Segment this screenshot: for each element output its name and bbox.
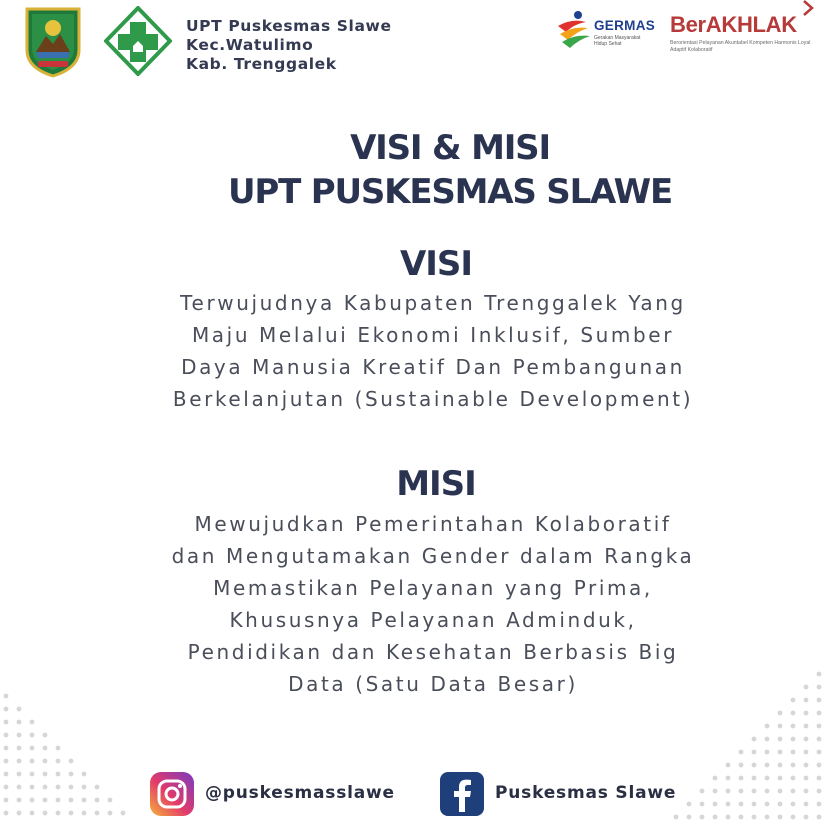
decorative-dot	[765, 724, 770, 729]
decorative-dot	[30, 785, 35, 790]
decorative-dot	[752, 789, 757, 794]
decorative-dot	[95, 798, 100, 803]
decorative-dot	[687, 815, 692, 820]
decorative-dot	[82, 811, 87, 816]
decorative-dot	[30, 798, 35, 803]
decorative-dot	[791, 698, 796, 703]
decorative-dot	[804, 711, 809, 716]
decorative-dot	[739, 776, 744, 781]
facebook-icon	[440, 772, 484, 816]
decorative-dot	[791, 802, 796, 807]
misi-line: dan Mengutamakan Gender dalam Rangka	[171, 544, 695, 568]
germas-name: GERMAS	[594, 18, 656, 33]
berakhlak-tagline: Berorientasi Pelayanan Akuntabel Kompeten Harmonis Loyal Adaptif Kolaboratif	[670, 40, 811, 53]
decorative-dot	[4, 746, 9, 751]
visi-line: Berkelanjutan (Sustainable Development)	[172, 387, 694, 411]
decorative-dot	[817, 776, 822, 781]
header	[0, 0, 828, 90]
decorative-dot	[752, 802, 757, 807]
instagram-icon	[150, 772, 194, 816]
decorative-dot	[817, 763, 822, 768]
decorative-dot	[56, 772, 61, 777]
decorative-dot	[4, 785, 9, 790]
decorative-dot	[82, 785, 87, 790]
decorative-dot	[69, 785, 74, 790]
decorative-dot	[4, 759, 9, 764]
visi-line: Terwujudnya Kabupaten Trenggalek Yang	[180, 291, 686, 315]
decorative-dot	[17, 811, 22, 816]
decorative-dot	[765, 802, 770, 807]
decorative-dot	[739, 763, 744, 768]
decorative-dot	[778, 789, 783, 794]
misi-line: Memastikan Pelayanan yang Prima,	[213, 576, 653, 600]
decorative-dot	[17, 707, 22, 712]
decorative-dot	[674, 815, 679, 820]
decorative-dot	[778, 737, 783, 742]
decorative-dot	[121, 811, 126, 816]
decorative-dot	[30, 746, 35, 751]
decorative-dot	[752, 763, 757, 768]
decorative-dot	[817, 750, 822, 755]
decorative-dot	[791, 815, 796, 820]
decorative-dot	[17, 798, 22, 803]
decorative-dot	[765, 789, 770, 794]
decorative-dot	[791, 711, 796, 716]
decorative-dot	[30, 759, 35, 764]
decorative-dot	[713, 776, 718, 781]
decorative-dot	[791, 789, 796, 794]
facebook-handle: Puskesmas Slawe	[495, 783, 677, 803]
decorative-dot	[30, 733, 35, 738]
decorative-dot	[43, 798, 48, 803]
germas-logo	[552, 8, 656, 50]
decorative-dot	[17, 785, 22, 790]
decorative-dot	[817, 724, 822, 729]
decorative-dot	[739, 789, 744, 794]
berakhlak-name: BerAKHLAK	[670, 12, 797, 37]
decorative-dot	[4, 772, 9, 777]
org-regency-line: Kab. Trenggalek	[186, 55, 337, 73]
decorative-dot	[43, 811, 48, 816]
decorative-dot	[765, 815, 770, 820]
org-name-line: UPT Puskesmas Slawe	[186, 17, 392, 35]
decorative-dot	[726, 802, 731, 807]
decorative-dot	[108, 811, 113, 816]
decorative-dot	[752, 750, 757, 755]
misi-line: Mewujudkan Pemerintahan Kolaboratif	[194, 512, 672, 536]
decorative-dot	[791, 750, 796, 755]
decorative-dot	[69, 759, 74, 764]
decorative-dot	[30, 811, 35, 816]
decorative-dot	[778, 724, 783, 729]
decorative-dot	[726, 789, 731, 794]
berakhlak-logo	[668, 6, 818, 54]
decorative-dot	[778, 711, 783, 716]
decorative-dot	[56, 798, 61, 803]
decorative-dot	[17, 746, 22, 751]
decorative-dot	[804, 698, 809, 703]
decorative-dot	[817, 698, 822, 703]
misi-heading: MISI	[396, 464, 476, 504]
decorative-dot	[108, 798, 113, 803]
decorative-dot	[30, 720, 35, 725]
decorative-dot	[95, 811, 100, 816]
decorative-dot	[726, 776, 731, 781]
decorative-dot	[817, 815, 822, 820]
decorative-dots-right	[670, 668, 828, 826]
decorative-dot	[817, 672, 822, 677]
berakhlak-chevron-icon	[801, 0, 815, 16]
decorative-dot	[56, 746, 61, 751]
decorative-dot	[804, 685, 809, 690]
decorative-dot	[726, 763, 731, 768]
decorative-dot	[56, 759, 61, 764]
misi-line: Khususnya Pelayanan Adminduk,	[229, 608, 637, 632]
decorative-dot	[30, 772, 35, 777]
decorative-dot	[4, 707, 9, 712]
decorative-dot	[700, 815, 705, 820]
decorative-dot	[739, 802, 744, 807]
decorative-dot	[17, 772, 22, 777]
decorative-dot	[804, 763, 809, 768]
decorative-dot	[82, 798, 87, 803]
decorative-dot	[791, 737, 796, 742]
decorative-dot	[804, 737, 809, 742]
decorative-dot	[817, 711, 822, 716]
org-district-line: Kec.Watulimo	[186, 36, 314, 54]
visi-line: Maju Melalui Ekonomi Inklusif, Sumber	[191, 323, 675, 347]
decorative-dot	[778, 763, 783, 768]
decorative-dot	[4, 798, 9, 803]
decorative-dot	[804, 815, 809, 820]
decorative-dot	[778, 750, 783, 755]
decorative-dot	[765, 750, 770, 755]
decorative-dot	[700, 802, 705, 807]
decorative-dot	[791, 776, 796, 781]
decorative-dot	[17, 733, 22, 738]
decorative-dot	[791, 724, 796, 729]
decorative-dot	[4, 733, 9, 738]
decorative-dot	[765, 763, 770, 768]
visi-text	[0, 287, 828, 415]
decorative-dot	[739, 815, 744, 820]
decorative-dot	[817, 685, 822, 690]
decorative-dot	[804, 750, 809, 755]
decorative-dot	[69, 811, 74, 816]
decorative-dot	[56, 811, 61, 816]
decorative-dot	[43, 733, 48, 738]
decorative-dots-left	[0, 690, 140, 826]
decorative-dot	[4, 811, 9, 816]
decorative-dot	[791, 763, 796, 768]
decorative-dot	[752, 776, 757, 781]
decorative-dot	[713, 789, 718, 794]
page-subtitle: UPT PUSKESMAS SLAWE	[228, 172, 672, 212]
instagram-handle: @puskesmasslawe	[205, 783, 395, 803]
misi-line: Data (Satu Data Besar)	[288, 672, 578, 696]
decorative-dot	[739, 750, 744, 755]
decorative-dot	[778, 776, 783, 781]
decorative-dot	[95, 785, 100, 790]
decorative-dot	[17, 759, 22, 764]
decorative-dot	[817, 789, 822, 794]
decorative-dot	[765, 737, 770, 742]
decorative-dot	[778, 815, 783, 820]
decorative-dot	[804, 776, 809, 781]
misi-line: Pendidikan dan Kesehatan Berbasis Big	[187, 640, 679, 664]
germas-tagline: Gerakan Masyarakat Hidup Sehat	[594, 35, 641, 47]
decorative-dot	[82, 772, 87, 777]
decorative-dot	[700, 789, 705, 794]
decorative-dot	[726, 815, 731, 820]
decorative-dot	[43, 759, 48, 764]
page-title: VISI & MISI	[350, 128, 550, 168]
decorative-dot	[69, 772, 74, 777]
decorative-dot	[687, 802, 692, 807]
germas-figure-icon	[552, 8, 592, 50]
visi-line: Daya Manusia Kreatif Dan Pembangunan	[181, 355, 685, 379]
decorative-dot	[817, 802, 822, 807]
decorative-dot	[713, 815, 718, 820]
decorative-dot	[43, 785, 48, 790]
decorative-dot	[4, 720, 9, 725]
decorative-dot	[752, 815, 757, 820]
decorative-dot	[713, 802, 718, 807]
decorative-dot	[804, 724, 809, 729]
decorative-dot	[43, 746, 48, 751]
decorative-dot	[804, 789, 809, 794]
puskesmas-logo-icon	[104, 6, 172, 76]
decorative-dot	[765, 776, 770, 781]
decorative-dot	[817, 737, 822, 742]
decorative-dot	[804, 802, 809, 807]
decorative-dot	[43, 772, 48, 777]
decorative-dot	[69, 798, 74, 803]
decorative-dot	[17, 720, 22, 725]
decorative-dot	[778, 802, 783, 807]
decorative-dot	[752, 737, 757, 742]
visi-heading: VISI	[399, 244, 473, 284]
trenggalek-emblem-icon	[24, 6, 82, 78]
organization-name	[186, 17, 392, 74]
decorative-dot	[4, 694, 9, 699]
decorative-dot	[56, 785, 61, 790]
